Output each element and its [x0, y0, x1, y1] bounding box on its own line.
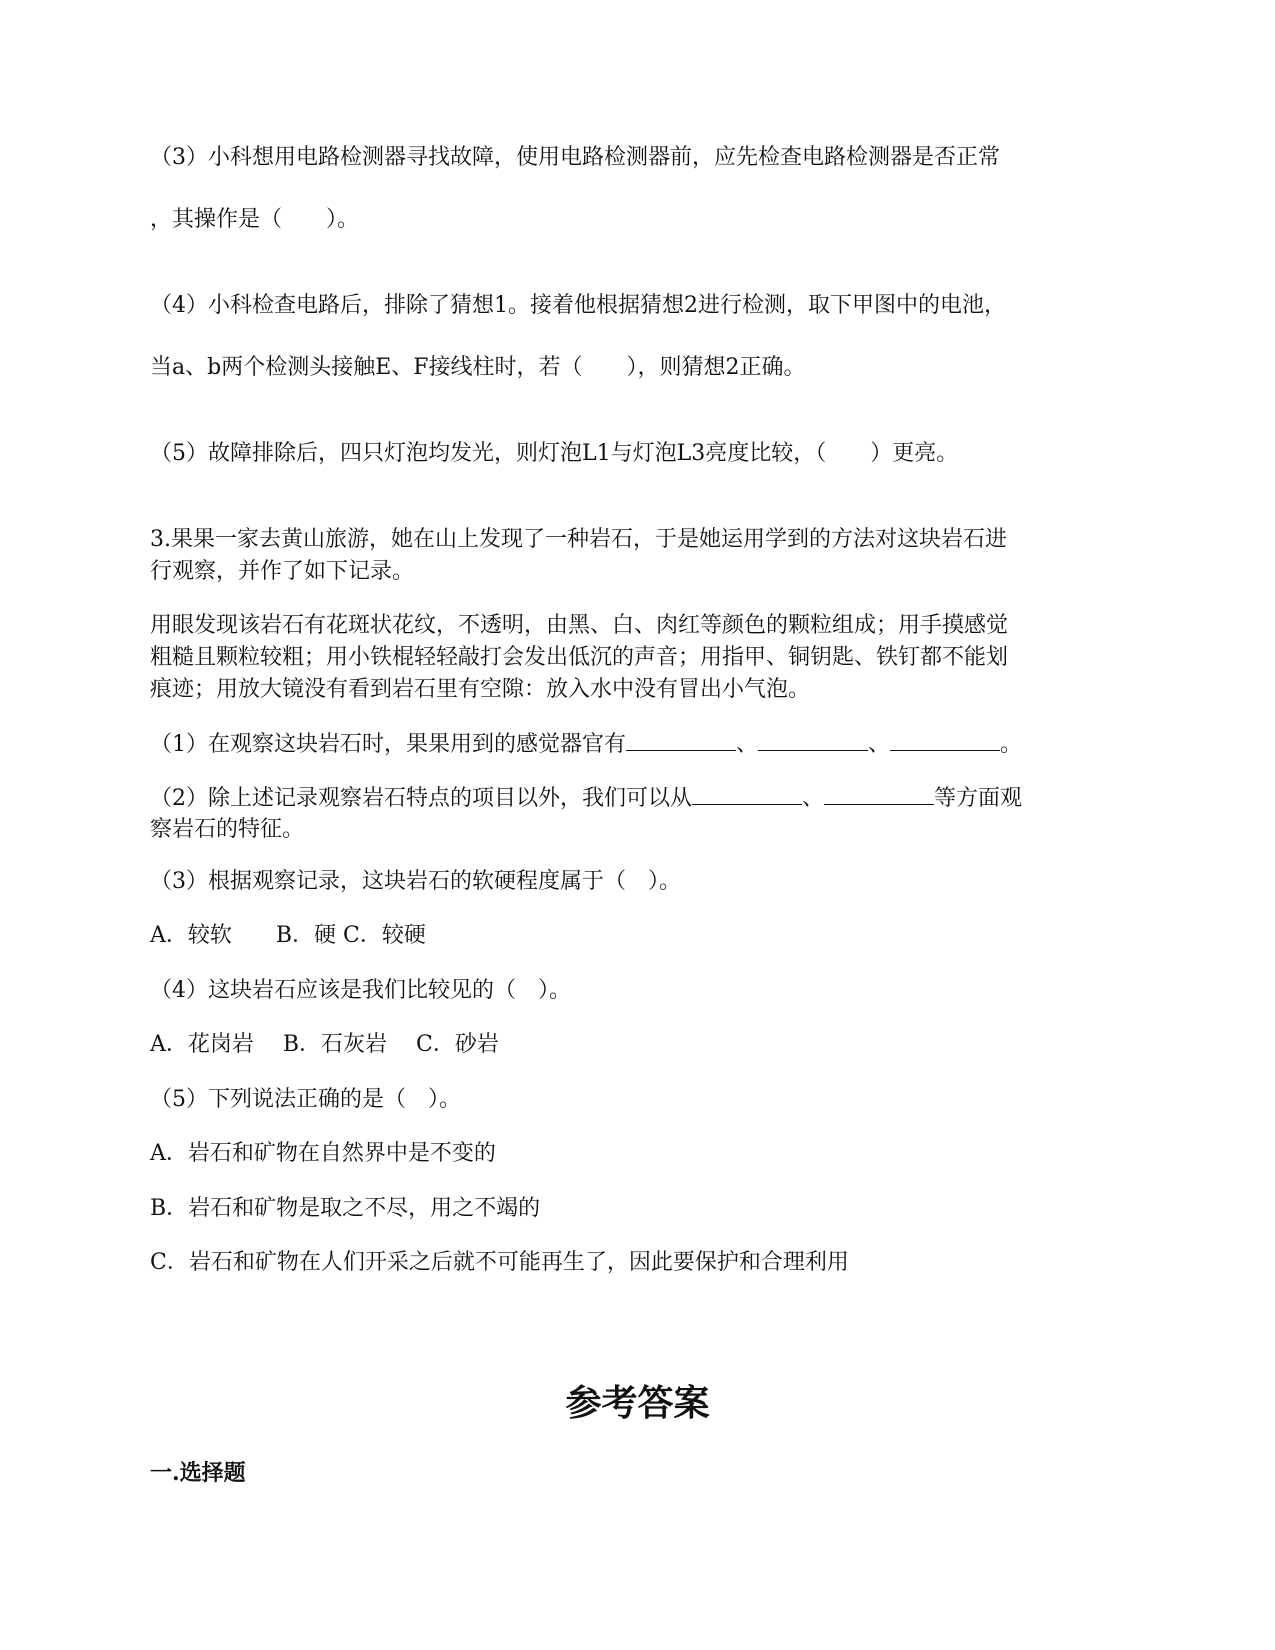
separator: 、 [868, 732, 891, 757]
answer-blank[interactable] [890, 728, 1000, 751]
answer-blank[interactable] [626, 728, 736, 751]
section-heading: 一.选择题 [150, 1460, 246, 1486]
q3-s2-text: （2）除上述记录观察岩石特点的项目以外，我们可以从 [150, 786, 692, 811]
q3-subquestion-1 [150, 728, 1022, 761]
q3-subquestion-5: （5）下列说法正确的是（ ）。 [150, 1087, 461, 1112]
q3-record-line1: 用眼发现该岩石有花斑状花纹，不透明，由黑、白、肉红等颜色的颗粒组成；用手摸感觉 [150, 613, 1009, 638]
q3-s3-options: A．较软 B．硬 C．较硬 [150, 923, 426, 948]
q2-part3-line1: （3）小科想用电路检测器寻找故障，使用电路检测器前，应先检查电路检测器是否正常 [150, 145, 1000, 170]
separator: 、 [736, 732, 759, 757]
q3-s2-suffix: 等方面观 [934, 786, 1023, 811]
q3-record-line3: 痕迹；用放大镜没有看到岩石里有空隙：放入水中没有冒出小气泡。 [150, 677, 811, 702]
answer-blank[interactable] [758, 728, 868, 751]
q2-part3-line2: ，其操作是（ ）。 [150, 207, 360, 232]
q3-s5-option-a: A．岩石和矿物在自然界中是不变的 [150, 1141, 496, 1166]
answer-blank[interactable] [824, 782, 934, 805]
q3-record-line2: 粗糙且颗粒较粗；用小铁棍轻轻敲打会发出低沉的声音；用指甲、铜钥匙、铁钉都不能划 [150, 645, 1009, 670]
q3-intro-line2: 行观察，并作了如下记录。 [150, 559, 415, 584]
q3-subquestion-3: （3）根据观察记录，这块岩石的软硬程度属于（ ）。 [150, 869, 681, 894]
q3-s4-options: A．花岗岩 B．石灰岩 C．砂岩 [150, 1032, 499, 1057]
q3-subquestion-4: （4）这块岩石应该是我们比较见的（ ）。 [150, 978, 571, 1003]
q3-s5-option-c: C．岩石和矿物在人们开采之后就不可能再生了，因此要保护和合理利用 [150, 1250, 849, 1275]
q3-subquestion-2 [150, 782, 1022, 815]
q2-part5: （5）故障排除后，四只灯泡均发光，则灯泡L1与灯泡L3亮度比较，（ ）更亮。 [150, 441, 959, 466]
q2-part4-line1: （4）小科检查电路后，排除了猜想1。接着他根据猜想2进行检测，取下甲图中的电池， [150, 293, 1006, 318]
answer-key-title: 参考答案 [565, 1382, 710, 1424]
q3-subquestion-2-line2: 察岩石的特征。 [150, 817, 305, 842]
q3-s5-option-b: B．岩石和矿物是取之不尽，用之不竭的 [150, 1196, 541, 1221]
q2-part4-line2: 当a、b两个检测头接触E、F接线柱时，若（ ），则猜想2正确。 [150, 355, 806, 380]
separator: 、 [802, 786, 825, 811]
end-mark: 。 [1000, 732, 1023, 757]
q3-s1-text: （1）在观察这块岩石时，果果用到的感觉器官有 [150, 732, 626, 757]
answer-blank[interactable] [692, 782, 802, 805]
q3-intro-line1: 3.果果一家去黄山旅游，她在山上发现了一种岩石，于是她运用学到的方法对这块岩石进 [150, 527, 1007, 552]
